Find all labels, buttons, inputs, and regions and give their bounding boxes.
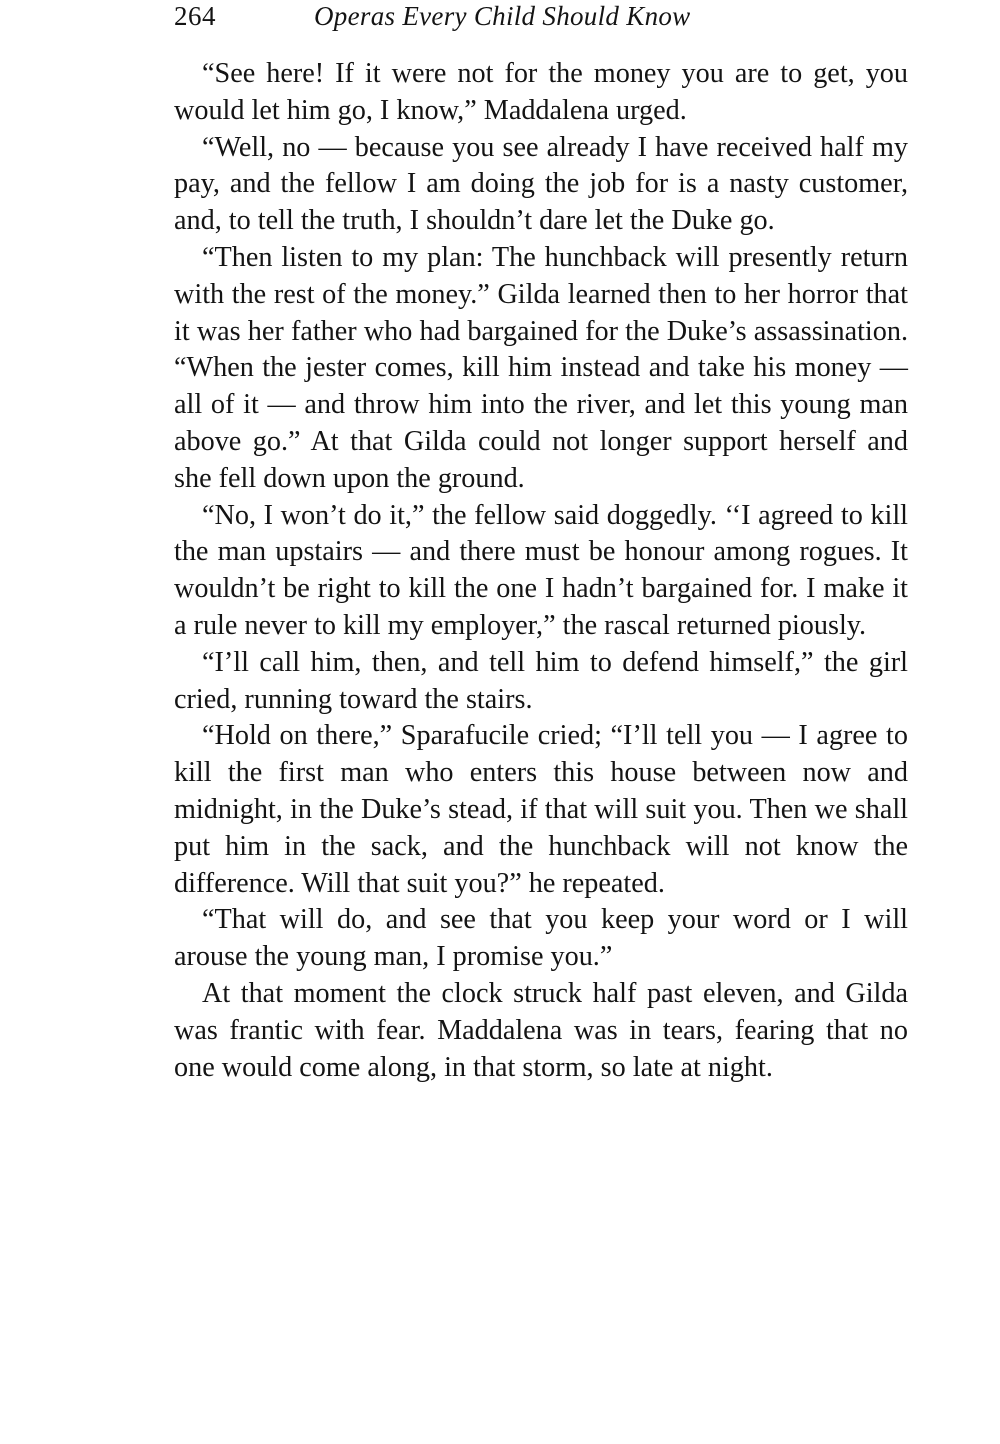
paragraph: “Hold on there,” Sparafucile cried; “I’ll tell you — I agree to kill the first man who enters this house between now and midnight, in the Duke’s stead, if that will suit you. Then we shall put him in the sack, and the hunchback will not know the difference. Will that suit you?” he repeated. (174, 720, 908, 899)
paragraph: “See here! If it were not for the money you are to get, you would let him go, I know,” Maddalena urged. (174, 58, 908, 126)
running-head (174, 0, 920, 34)
paragraph: “Then listen to my plan: The hunchback will presently return with the rest of the money.” Gilda learned then to her horror that it was her father who had bargained for the Duke’s assassination. “When the jester comes, kill him instead and take his money — all of it — and throw him into the river, and let this young man above go.” At that Gilda could not longer support herself and she fell down upon the ground. (174, 241, 908, 494)
page-number: 264 (174, 1, 216, 31)
paragraph: At that moment the clock struck half past eleven, and Gilda was frantic with fear. Maddalena was in tears, fearing that no one would come along, in that storm, so late at night. (174, 977, 908, 1083)
paragraph: “That will do, and see that you keep your word or I will arouse the young man, I promise you.” (174, 904, 908, 973)
body-text (174, 56, 908, 1086)
book-title: Operas Every Child Should Know (314, 1, 691, 31)
paragraph: “Well, no — because you see already I have received half my pay, and the fellow I am doing the job for is a nasty customer, and, to tell the truth, I shouldn’t dare let the Duke go. (174, 131, 908, 237)
paragraph: “No, I won’t do it,” the fellow said doggedly. ‘‘I agreed to kill the man upstairs — and there must be honour among rogues. It wouldn’t be right to kill the one I hadn’t bargained for. I make it a rule never to kill my employer,” the rascal returned piously. (174, 499, 908, 641)
paragraph: “I’ll call him, then, and tell him to defend himself,” the girl cried, running toward the stairs. (174, 646, 908, 715)
